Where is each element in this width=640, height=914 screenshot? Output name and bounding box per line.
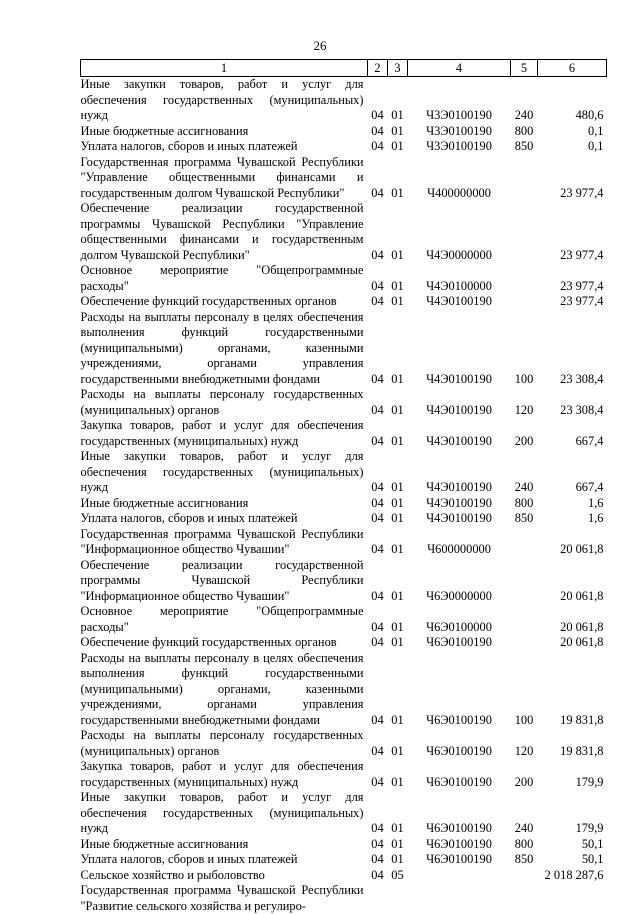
col-header-name: 1 (81, 60, 368, 77)
row-section: 04 (368, 604, 388, 635)
row-name: Обеспечение реализации государственной программы Чувашской Республики "Управление общественными финансами и государственным долгом Чувашской Республики" (81, 201, 368, 263)
row-target-article: Ч4Э0100190 (408, 449, 511, 496)
row-expense-type: 240 (511, 449, 538, 496)
row-section: 04 (368, 496, 388, 512)
col-header-target-article: 4 (408, 60, 511, 77)
row-expense-type: 240 (511, 77, 538, 124)
row-expense-type (511, 294, 538, 310)
row-subsection: 01 (388, 77, 408, 124)
row-name: Уплата налогов, сборов и иных платежей (81, 852, 368, 868)
row-section: 04 (368, 155, 388, 202)
col-header-subsection: 3 (388, 60, 408, 77)
row-subsection: 01 (388, 155, 408, 202)
row-name: Основное мероприятие "Общепрограммные расходы" (81, 604, 368, 635)
row-expense-type: 120 (511, 728, 538, 759)
row-subsection: 01 (388, 837, 408, 853)
row-name: Государственная программа Чувашской Республики "Информационное общество Чувашии" (81, 527, 368, 558)
row-section: 04 (368, 651, 388, 729)
row-section: 04 (368, 139, 388, 155)
row-expense-type (511, 558, 538, 605)
row-amount: 667,4 (538, 449, 607, 496)
row-name: Иные закупки товаров, работ и услуг для обеспечения государственных (муниципальных) нужд (81, 790, 368, 837)
row-name: Расходы на выплаты персоналу государственных (муниципальных) органов (81, 387, 368, 418)
row-name: Расходы на выплаты персоналу в целях обеспечения выполнения функций государственными (муниципальными) органами, казенными учреждениями, органами управления государственными внебюджетными фондами (81, 651, 368, 729)
row-name: Расходы на выплаты персоналу государственных (муниципальных) органов (81, 728, 368, 759)
table-row (81, 77, 607, 124)
row-subsection: 01 (388, 201, 408, 263)
row-target-article: Ч4Э0100000 (408, 263, 511, 294)
row-expense-type: 850 (511, 511, 538, 527)
row-section: 04 (368, 558, 388, 605)
row-amount: 50,1 (538, 837, 607, 853)
table-row (81, 139, 607, 155)
row-section: 04 (368, 449, 388, 496)
row-target-article: Ч4Э0000000 (408, 201, 511, 263)
row-name: Государственная программа Чувашской Республики "Управление общественными финансами и государственным долгом Чувашской Республики" (81, 155, 368, 202)
row-amount: 19 831,8 (538, 728, 607, 759)
table-row (81, 449, 607, 496)
row-amount: 179,9 (538, 759, 607, 790)
table-body (81, 77, 607, 914)
col-header-expense-type: 5 (511, 60, 538, 77)
row-section: 04 (368, 837, 388, 853)
row-expense-type: 800 (511, 496, 538, 512)
row-section: 04 (368, 790, 388, 837)
row-target-article: Ч4Э0100190 (408, 310, 511, 388)
budget-table (80, 59, 607, 914)
row-name: Закупка товаров, работ и услуг для обеспечения государственных (муниципальных) нужд (81, 418, 368, 449)
row-expense-type (511, 527, 538, 558)
row-name: Иные закупки товаров, работ и услуг для обеспечения государственных (муниципальных) нужд (81, 449, 368, 496)
row-expense-type: 200 (511, 418, 538, 449)
row-subsection: 05 (388, 868, 408, 884)
row-amount: 23 977,4 (538, 294, 607, 310)
row-name: Иные бюджетные ассигнования (81, 837, 368, 853)
row-expense-type: 800 (511, 124, 538, 140)
row-amount: 20 061,8 (538, 635, 607, 651)
row-amount: 0,1 (538, 139, 607, 155)
table-row (81, 527, 607, 558)
row-amount: 179,9 (538, 790, 607, 837)
row-name: Уплата налогов, сборов и иных платежей (81, 139, 368, 155)
table-row (81, 310, 607, 388)
table-row (81, 651, 607, 729)
row-target-article: Ч6Э0000000 (408, 558, 511, 605)
row-amount: 23 977,4 (538, 201, 607, 263)
row-amount: 20 061,8 (538, 527, 607, 558)
row-subsection: 01 (388, 387, 408, 418)
row-name: Уплата налогов, сборов и иных платежей (81, 511, 368, 527)
row-target-article: Ч3Э0100190 (408, 139, 511, 155)
row-subsection: 01 (388, 263, 408, 294)
row-expense-type: 850 (511, 139, 538, 155)
row-subsection: 01 (388, 527, 408, 558)
row-expense-type: 120 (511, 387, 538, 418)
table-row (81, 837, 607, 853)
row-expense-type: 100 (511, 651, 538, 729)
row-amount (538, 883, 607, 914)
row-expense-type: 200 (511, 759, 538, 790)
row-section: 04 (368, 527, 388, 558)
row-name: Обеспечение реализации государственной программы Чувашской Республики "Информационное общество Чувашии" (81, 558, 368, 605)
row-subsection: 01 (388, 124, 408, 140)
row-amount: 19 831,8 (538, 651, 607, 729)
row-subsection: 01 (388, 139, 408, 155)
row-name: Иные бюджетные ассигнования (81, 124, 368, 140)
row-target-article: Ч600000000 (408, 527, 511, 558)
row-name: Основное мероприятие "Общепрограммные расходы" (81, 263, 368, 294)
row-name: Обеспечение функций государственных органов (81, 635, 368, 651)
row-subsection: 01 (388, 790, 408, 837)
row-amount: 1,6 (538, 496, 607, 512)
row-expense-type (511, 604, 538, 635)
row-target-article: Ч6Э0100190 (408, 852, 511, 868)
row-section: 04 (368, 263, 388, 294)
row-section: 04 (368, 201, 388, 263)
row-subsection: 01 (388, 558, 408, 605)
row-target-article: Ч6Э0100000 (408, 604, 511, 635)
row-section: 04 (368, 852, 388, 868)
row-target-article: Ч6Э0100190 (408, 790, 511, 837)
row-section: 04 (368, 124, 388, 140)
row-subsection: 01 (388, 759, 408, 790)
row-subsection: 01 (388, 852, 408, 868)
row-target-article: Ч6Э0100190 (408, 837, 511, 853)
row-expense-type: 240 (511, 790, 538, 837)
row-subsection: 01 (388, 449, 408, 496)
row-expense-type (511, 635, 538, 651)
row-section: 04 (368, 868, 388, 884)
row-section: 04 (368, 387, 388, 418)
table-row (81, 201, 607, 263)
header-row (81, 60, 607, 77)
row-name: Расходы на выплаты персоналу в целях обеспечения выполнения функций государственными (муниципальными) органами, казенными учреждениями, органами управления государственными внебюджетными фондами (81, 310, 368, 388)
row-target-article: Ч3Э0100190 (408, 124, 511, 140)
row-expense-type: 800 (511, 837, 538, 853)
row-section (368, 883, 388, 914)
row-subsection: 01 (388, 294, 408, 310)
table-row (81, 604, 607, 635)
col-header-amount: 6 (538, 60, 607, 77)
row-subsection: 01 (388, 728, 408, 759)
row-expense-type: 100 (511, 310, 538, 388)
row-name: Иные закупки товаров, работ и услуг для обеспечения государственных (муниципальных) нужд (81, 77, 368, 124)
table-row (81, 155, 607, 202)
row-target-article: Ч4Э0100190 (408, 511, 511, 527)
row-name: Сельское хозяйство и рыболовство (81, 868, 368, 884)
row-subsection: 01 (388, 651, 408, 729)
row-expense-type (511, 263, 538, 294)
row-target-article: Ч6Э0100190 (408, 635, 511, 651)
row-amount: 2 018 287,6 (538, 868, 607, 884)
row-section: 04 (368, 728, 388, 759)
row-subsection: 01 (388, 496, 408, 512)
table-row (81, 883, 607, 914)
table-row (81, 294, 607, 310)
table-row (81, 558, 607, 605)
row-expense-type (511, 868, 538, 884)
col-header-section: 2 (368, 60, 388, 77)
row-section: 04 (368, 511, 388, 527)
table-row (81, 790, 607, 837)
row-subsection: 01 (388, 310, 408, 388)
row-amount: 667,4 (538, 418, 607, 449)
table-row (81, 868, 607, 884)
table-row (81, 387, 607, 418)
table-row (81, 852, 607, 868)
row-name: Обеспечение функций государственных органов (81, 294, 368, 310)
row-target-article: Ч4Э0100190 (408, 496, 511, 512)
row-target-article: Ч400000000 (408, 155, 511, 202)
row-amount: 0,1 (538, 124, 607, 140)
row-target-article (408, 883, 511, 914)
row-target-article: Ч6Э0100190 (408, 759, 511, 790)
row-target-article: Ч6Э0100190 (408, 728, 511, 759)
row-amount: 23 308,4 (538, 387, 607, 418)
row-section: 04 (368, 77, 388, 124)
row-target-article: Ч4Э0100190 (408, 418, 511, 449)
row-amount: 20 061,8 (538, 558, 607, 605)
row-section: 04 (368, 635, 388, 651)
row-target-article: Ч6Э0100190 (408, 651, 511, 729)
row-name: Иные бюджетные ассигнования (81, 496, 368, 512)
row-name: Закупка товаров, работ и услуг для обеспечения государственных (муниципальных) нужд (81, 759, 368, 790)
row-subsection: 01 (388, 604, 408, 635)
row-section: 04 (368, 759, 388, 790)
row-expense-type (511, 201, 538, 263)
row-expense-type: 850 (511, 852, 538, 868)
row-subsection: 01 (388, 511, 408, 527)
row-section: 04 (368, 294, 388, 310)
row-target-article: Ч3Э0100190 (408, 77, 511, 124)
row-target-article: Ч4Э0100190 (408, 387, 511, 418)
table-row (81, 728, 607, 759)
row-amount: 480,6 (538, 77, 607, 124)
row-name: Государственная программа Чувашской Республики "Развитие сельского хозяйства и регулиро- (81, 883, 368, 914)
row-expense-type (511, 155, 538, 202)
row-subsection (388, 883, 408, 914)
row-amount: 23 977,4 (538, 263, 607, 294)
row-subsection: 01 (388, 635, 408, 651)
table-row (81, 759, 607, 790)
page-number: 26 (0, 38, 640, 54)
row-target-article: Ч4Э0100190 (408, 294, 511, 310)
row-amount: 50,1 (538, 852, 607, 868)
table-row (81, 124, 607, 140)
table-row (81, 496, 607, 512)
row-amount: 23 977,4 (538, 155, 607, 202)
row-expense-type (511, 883, 538, 914)
row-section: 04 (368, 418, 388, 449)
row-amount: 1,6 (538, 511, 607, 527)
table-row (81, 511, 607, 527)
row-subsection: 01 (388, 418, 408, 449)
table-row (81, 418, 607, 449)
table-row (81, 263, 607, 294)
row-target-article (408, 868, 511, 884)
row-amount: 20 061,8 (538, 604, 607, 635)
row-section: 04 (368, 310, 388, 388)
row-amount: 23 308,4 (538, 310, 607, 388)
table-row (81, 635, 607, 651)
